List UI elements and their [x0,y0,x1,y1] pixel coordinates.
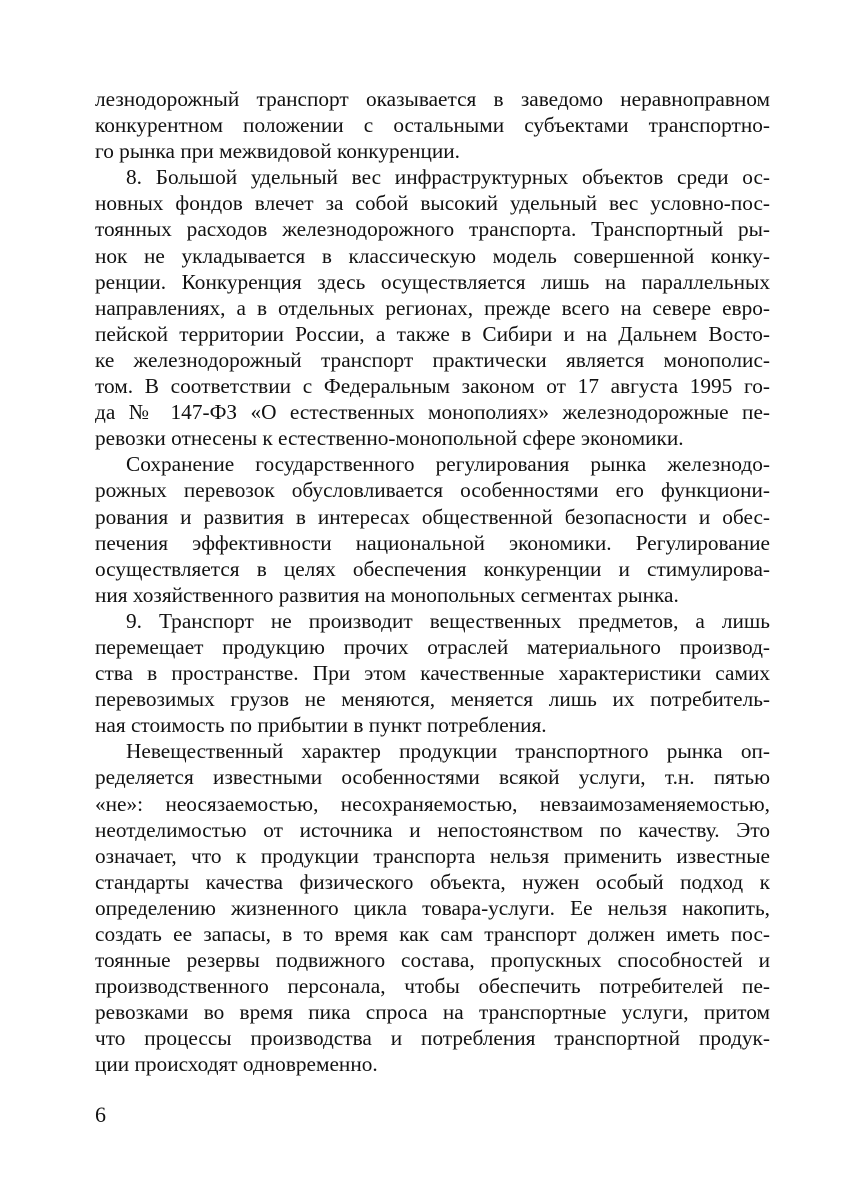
text-line: лезнодорожный транспорт оказывается в заведомо неравноправном [95,87,770,111]
text-line: создать ее запасы, в то время как сам транспорт должен иметь пос- [95,922,770,946]
text-line: ревозками во время пика спроса на транспортные услуги, притом [95,1000,770,1025]
text-line: перевозимых грузов не меняются, меняется лишь их потребитель- [95,687,770,712]
text-line: 9. Транспорт не производит вещественных предметов, а лишь [126,608,770,633]
text-line: го рынка при межвидовой конкуренции. [95,139,460,164]
text-line: тоянные резервы подвижного состава, пропускных способностей и [95,948,770,973]
text-line: новных фондов влечет за собой высокий удельный вес условно-пос- [95,191,770,216]
text-line: направлениях, а в отдельных регионах, прежде всего на севере евро- [95,295,770,320]
text-line: «не»: неосязаемостью, несохраняемостью, невзаимозаменяемостью, [95,791,770,816]
text-line: пейской территории России, а также в Сибири и на Дальнем Восто- [95,321,770,346]
text-line: ревозки отнесены к естественно-монопольной сфере экономики. [95,426,684,451]
text-line: Невещественный характер продукции транспортного рынка оп- [126,739,770,764]
text-line: ределяется известными особенностями всякой услуги, т.н. пятью [95,765,770,790]
text-line: осуществляется в целях обеспечения конкуренции и стимулирова- [95,556,770,581]
text-line: 8. Большой удельный вес инфраструктурных объектов среди ос- [126,165,770,190]
text-line: ния хозяйственного развития на монопольных сегментах рынка. [95,582,679,607]
text-line: тоянных расходов железнодорожного транспорта. Транспортный ры- [95,217,770,242]
text-line: рования и развития в интересах общественной безопасности и обес- [95,504,770,529]
text-line: что процессы производства и потребления транспортной продук- [95,1026,770,1051]
body-text [95,86,770,1078]
text-line: ства в пространстве. При этом качественные характеристики самих [95,661,770,686]
text-line: Сохранение государственного регулирования рынка железнодо- [126,452,770,477]
text-line: том. В соответствии с Федеральным законом от 17 августа 1995 го- [95,374,770,399]
text-line: ная стоимость по прибытии в пункт потребления. [95,713,547,738]
page-number: 6 [95,1102,106,1127]
text-line: стандарты качества физического объекта, нужен особый подход к [95,869,770,894]
text-line: производственного персонала, чтобы обеспечить потребителей пе- [95,974,770,999]
text-line: да № 147-ФЗ «О естественных монополиях» железнодорожные пе- [95,400,770,425]
text-line: печения эффективности национальной экономики. Регулирование [95,530,770,555]
text-line: определению жизненного цикла товара-услуги. Ее нельзя накопить, [95,895,770,920]
text-line: конкурентном положении с остальными субъектами транспортно- [95,113,770,138]
text-line: неотделимостью от источника и непостоянством по качеству. Это [95,817,770,842]
text-line: нок не укладывается в классическую модель совершенной конку- [95,243,770,268]
text-line: ренции. Конкуренция здесь осуществляется лишь на параллельных [95,269,770,294]
text-line: перемещает продукцию прочих отраслей материального производ- [95,634,770,659]
text-line: ции происходят одновременно. [95,1052,378,1077]
text-line: означает, что к продукции транспорта нельзя применить известные [95,843,770,868]
text-line: ке железнодорожный транспорт практически является монополис- [95,347,770,372]
text-line: рожных перевозок обусловливается особенностями его функциони- [95,478,770,503]
